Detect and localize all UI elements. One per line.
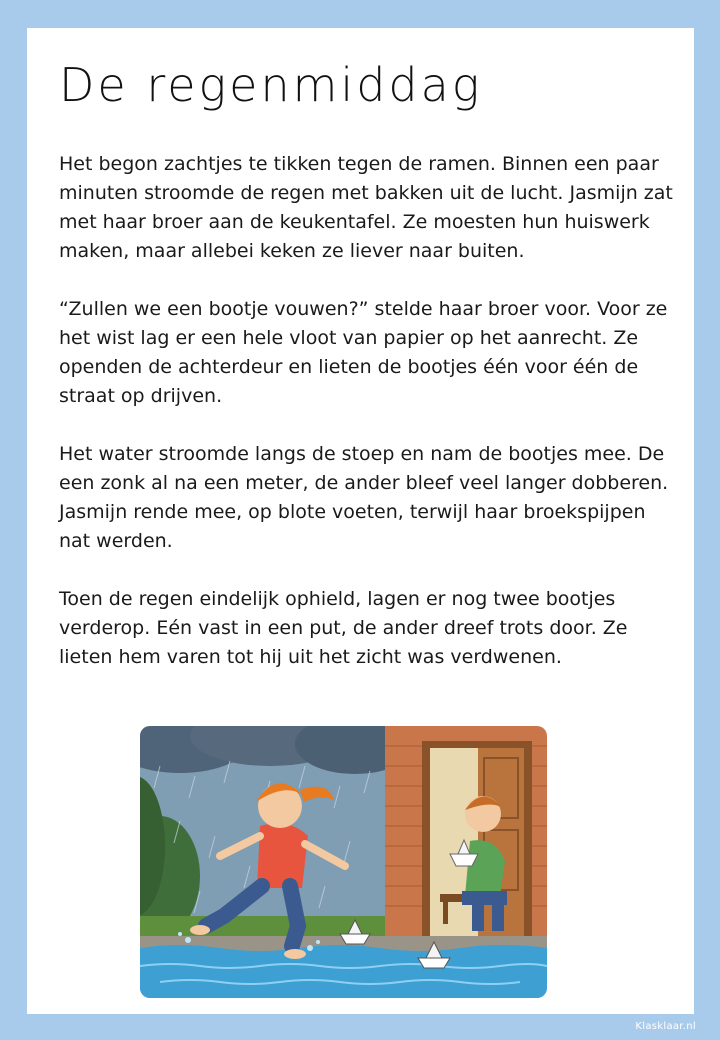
reading-card [27, 28, 694, 1014]
story-paragraph: “Zullen we een bootje vouwen?” stelde haar broer voor. Voor ze het wist lag er een hele vloot van papier op het aanrecht. Ze openden de achterdeur en lieten de bootjes één voor één de straat op drijven. [59, 298, 668, 407]
story-paragraph: Het begon zachtjes te tikken tegen de ramen. Binnen een paar minuten stroomde de regen met bakken uit de lucht. Jasmijn zat met haar broer aan de keukentafel. Ze moesten hun huiswerk maken, maar allebei keken ze liever naar buiten. [59, 153, 673, 262]
illustration-drawing [140, 726, 547, 998]
stream-water [140, 945, 547, 998]
site-watermark: Klasklaar.nl [635, 1021, 696, 1032]
story-paragraph: Het water stroomde langs de stoep en nam de bootjes mee. De een zonk al na een meter, de ander bleef veel langer dobberen. Jasmijn rende mee, op blote voeten, terwijl haar broekspijpen nat werden. [59, 443, 669, 552]
story-illustration [140, 726, 547, 998]
story-paragraph: Toen de regen eindelijk ophield, lagen er nog twee bootjes verderop. Eén vast in een put, de ander dreef trots door. Ze lieten hem varen tot hij uit het zicht was verdwenen. [59, 588, 628, 668]
page-title: De regenmiddag [59, 58, 483, 112]
story-text [59, 150, 674, 701]
